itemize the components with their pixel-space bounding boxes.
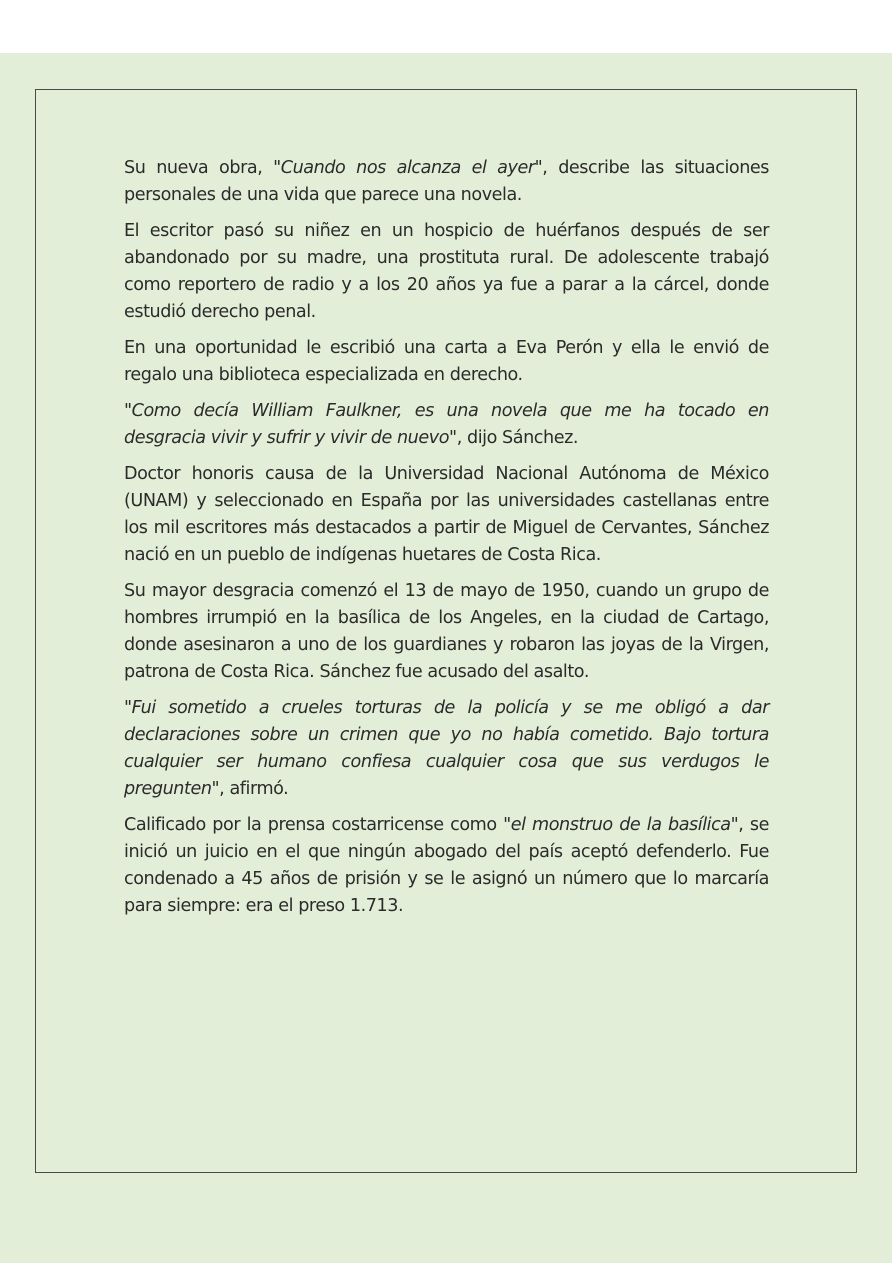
italic-quote: Fui sometido a crueles torturas de la policía y se me obligó a dar declaraciones sobre un crimen que yo no había cometido. Bajo tortura cualquier ser humano confiesa cualquier cosa que sus verdugos le pregunten [124, 698, 769, 799]
text-segment: ", se inició un juicio en el que ningún abogado del país aceptó defenderlo. Fue condenado a 45 años de prisión y se le asignó un número que lo marcaría para siempre: era el preso 1.713. [124, 815, 769, 916]
paragraph-8 [124, 812, 769, 920]
paragraph-7 [124, 695, 769, 803]
paragraph-3 [124, 335, 769, 389]
text-segment: ", afirmó. [211, 779, 289, 799]
paragraph-4 [124, 398, 769, 452]
paragraph-5 [124, 461, 769, 569]
paragraph-2 [124, 218, 769, 326]
text-segment: ", describe las situaciones personales de una vida que parece una novela. [124, 158, 769, 205]
italic-nickname: el monstruo de la basílica [510, 815, 731, 835]
text-segment: " [124, 698, 132, 718]
text-segment: Su nueva obra, " [124, 158, 281, 178]
text-segment: Doctor honoris causa de la Universidad Nacional Autónoma de México (UNAM) y seleccionado en España por las universidades castellanas entre los mil escritores más destacados a partir de Miguel de Cervantes, Sánchez nació en un pueblo de indígenas huetares de Costa Rica. [124, 464, 769, 565]
text-segment: ", dijo Sánchez. [449, 428, 579, 448]
paragraph-6 [124, 578, 769, 686]
italic-title: Cuando nos alcanza el ayer [280, 158, 535, 178]
text-segment: " [124, 401, 132, 421]
text-segment: Su mayor desgracia comenzó el 13 de mayo de 1950, cuando un grupo de hombres irrumpió en la basílica de los Angeles, en la ciudad de Cartago, donde asesinaron a uno de los guardianes y robaron las joyas de la Virgen, patrona de Costa Rica. Sánchez fue acusado del asalto. [124, 581, 769, 682]
text-segment: Calificado por la prensa costarricense como " [124, 815, 511, 835]
italic-quote: Como decía William Faulkner, es una novela que me ha tocado en desgracia vivir y sufrir y vivir de nuevo [124, 401, 769, 448]
paragraph-1 [124, 155, 769, 209]
text-segment: En una oportunidad le escribió una carta a Eva Perón y ella le envió de regalo una biblioteca especializada en derecho. [124, 338, 769, 385]
text-segment: El escritor pasó su niñez en un hospicio de huérfanos después de ser abandonado por su madre, una prostituta rural. De adolescente trabajó como reportero de radio y a los 20 años ya fue a parar a la cárcel, donde estudió derecho penal. [124, 221, 769, 322]
article-body [124, 155, 769, 929]
